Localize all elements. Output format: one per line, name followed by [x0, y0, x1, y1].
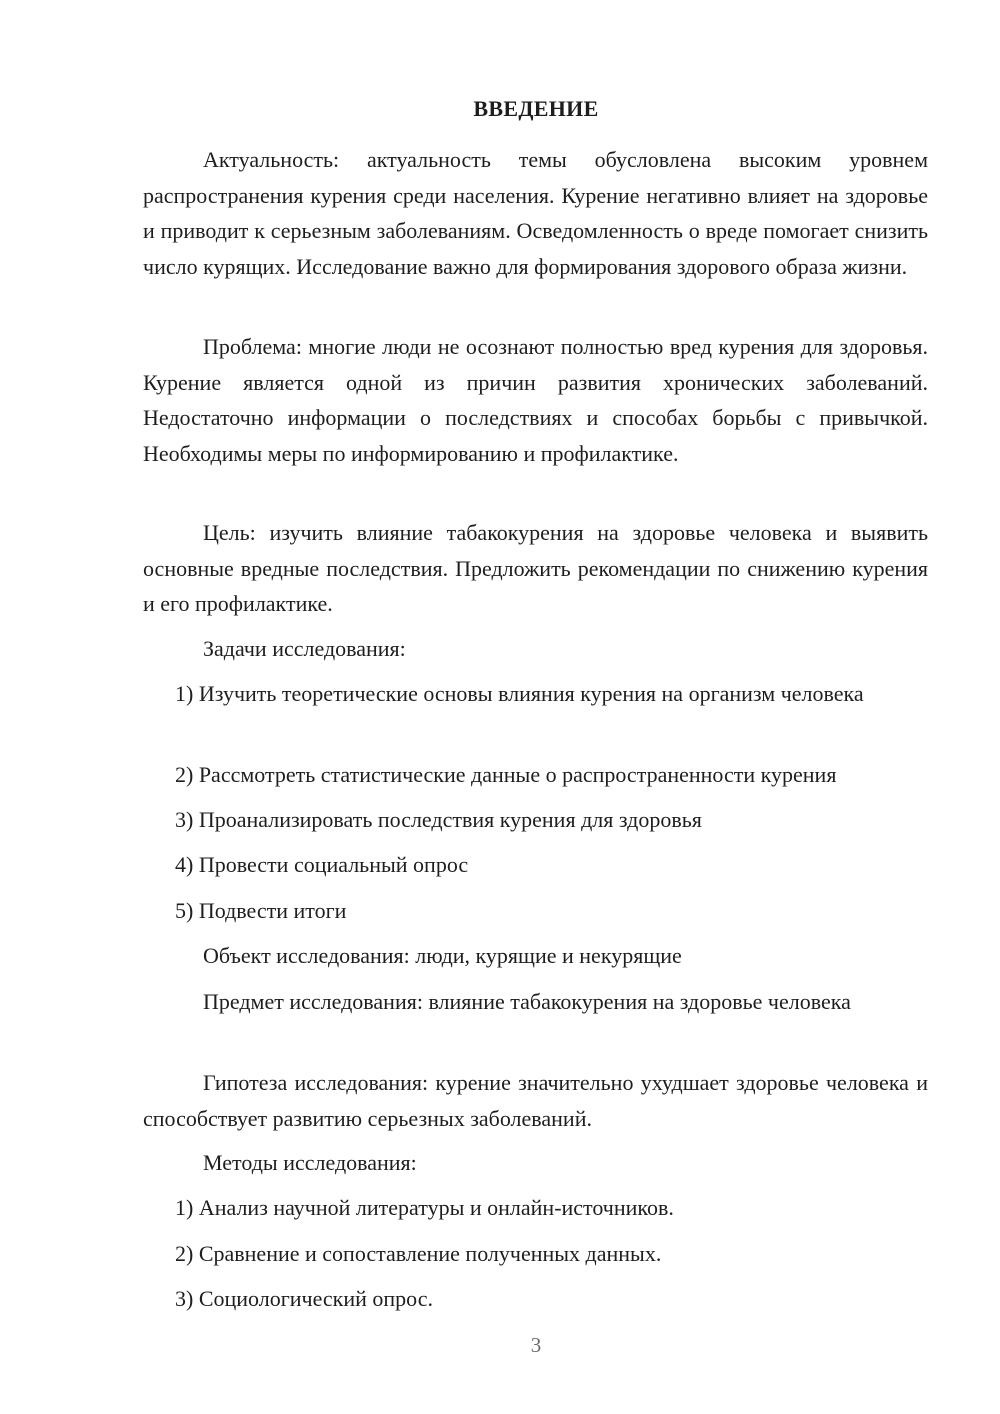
page-number: 3 — [530, 1333, 542, 1357]
problem-paragraph: Проблема: многие люди не осознают полностью вред курения для здоровья. Курение является одной из причин развития хронических заболеваний. Недостаточно информации о последствиях и способах борьбы с привычкой. Необходимы меры по информированию и профилактике. — [143, 334, 928, 466]
task-item-1: 1) Изучить теоретические основы влияния курения на организм человека — [175, 681, 864, 706]
task-item-2: 2) Рассмотреть статистические данные о распространенности курения — [175, 762, 837, 787]
goal-paragraph: Цель: изучить влияние табакокурения на здоровье человека и выявить основные вредные последствия. Предложить рекомендации по снижению курения и его профилактике. — [143, 520, 928, 616]
object-paragraph: Объект исследования: люди, курящие и некурящие — [203, 943, 682, 968]
subject-paragraph: Предмет исследования: влияние табакокурения на здоровье человека — [203, 989, 851, 1014]
hypothesis-paragraph: Гипотеза исследования: курение значительно ухудшает здоровье человека и способствует развитию серьезных заболеваний. — [143, 1070, 928, 1131]
task-item-3: 3) Проанализировать последствия курения для здоровья — [175, 807, 702, 832]
method-item-3: 3) Социологический опрос. — [175, 1286, 433, 1311]
tasks-heading: Задачи исследования: — [203, 636, 406, 661]
methods-heading: Методы исследования: — [203, 1150, 417, 1175]
relevance-paragraph: Актуальность: актуальность темы обусловлена высоким уровнем распространения курения среди населения. Курение негативно влияет на здоровье и приводит к серьезным заболеваниям. Осведомленность о вреде помогает снизить число курящих. Исследование важно для формирования здорового образа жизни. — [143, 147, 928, 279]
method-item-2: 2) Сравнение и сопоставление полученных данных. — [175, 1241, 662, 1266]
task-item-4: 4) Провести социальный опрос — [175, 852, 469, 877]
task-item-5: 5) Подвести итоги — [175, 898, 347, 923]
section-title: ВВЕДЕНИЕ — [473, 96, 599, 121]
method-item-1: 1) Анализ научной литературы и онлайн-источников. — [175, 1195, 674, 1220]
